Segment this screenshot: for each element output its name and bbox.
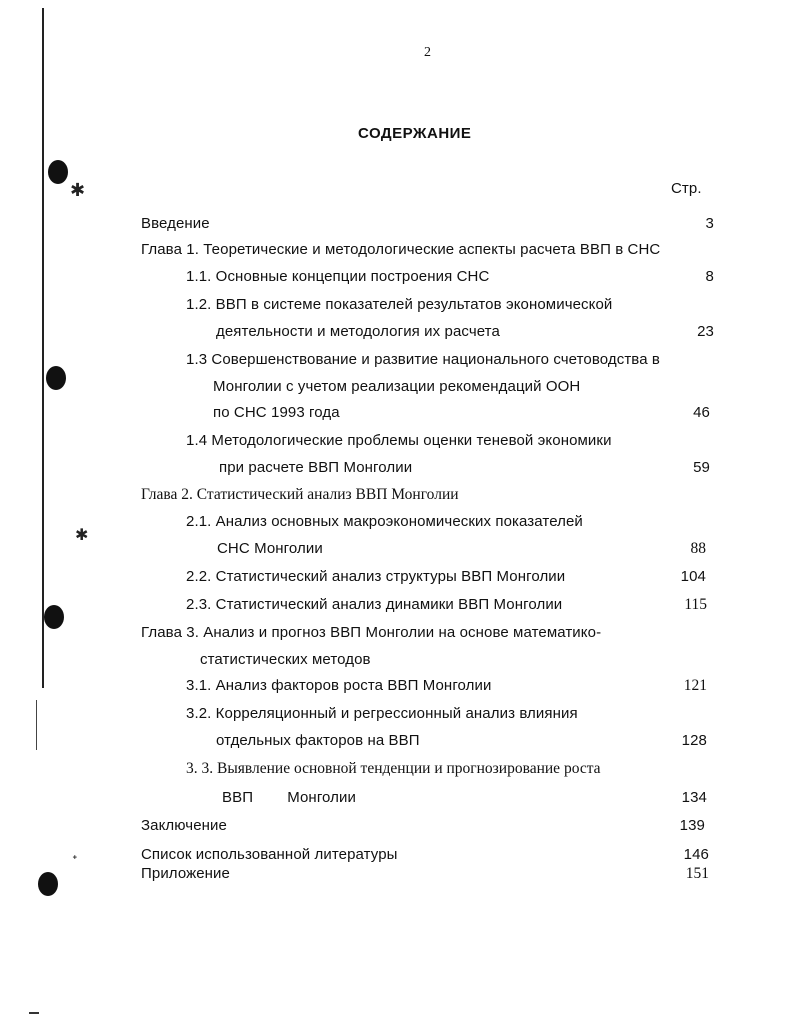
toc-item-text: статистических методов: [200, 651, 371, 668]
toc-item-text: 1.1. Основные концепции построения СНС: [186, 268, 490, 285]
toc-item-text: 3.1. Анализ факторов роста ВВП Монголии: [186, 677, 492, 694]
toc-item-page: 121: [683, 677, 707, 694]
toc-item-page: 134: [681, 789, 707, 806]
toc-item-page: 59: [693, 459, 710, 476]
toc-item-text: Введение: [141, 215, 210, 232]
toc-item-page: 23: [697, 323, 714, 340]
toc-item-text: 1.2. ВВП в системе показателей результатов экономической: [186, 296, 613, 313]
toc-item-page: 3: [705, 215, 714, 232]
toc-item-text: СНС Монголии: [217, 540, 323, 557]
toc-item-page: 146: [683, 846, 709, 863]
scan-blot-icon: ᐩ: [72, 853, 78, 869]
toc-item-page: 151: [685, 865, 709, 882]
scan-blot-icon: ✱: [75, 525, 89, 544]
punch-hole-icon: [46, 366, 66, 390]
scan-blot-icon: ✱: [70, 180, 86, 201]
punch-hole-icon: [38, 872, 58, 896]
scan-margin-line: [36, 700, 37, 750]
toc-item-text: по СНС 1993 года: [213, 404, 340, 421]
toc-chapter-heading: Глава 2. Статистический анализ ВВП Монголии: [141, 486, 459, 503]
scan-margin-line: [42, 8, 44, 688]
toc-item-text: Список использованной литературы: [141, 846, 398, 863]
toc-item-text: 3. 3. Выявление основной тенденции и прогнозирование роста: [186, 760, 601, 777]
toc-item-page: 46: [693, 404, 710, 421]
toc-item-text: Монголии с учетом реализации рекомендаций ООН: [213, 378, 581, 395]
page-number: 2: [424, 45, 431, 60]
toc-item-text: ВВП Монголии: [222, 789, 356, 806]
toc-item-text: отдельных факторов на ВВП: [216, 732, 420, 749]
toc-item-page: 139: [679, 817, 705, 834]
page-title: СОДЕРЖАНИЕ: [358, 125, 472, 142]
toc-item-page: 115: [684, 596, 707, 613]
scan-mark: [29, 1012, 39, 1014]
page-column-header: Стр.: [671, 180, 702, 197]
toc-chapter-heading: Глава 3. Анализ и прогноз ВВП Монголии на основе математико-: [141, 624, 602, 641]
toc-item-text: деятельности и методология их расчета: [216, 323, 500, 340]
toc-item-text: 1.3 Совершенствование и развитие национального счетоводства в: [186, 351, 660, 368]
toc-item-text: 2.1. Анализ основных макроэкономических показателей: [186, 513, 583, 530]
toc-item-text: Приложение: [141, 865, 230, 882]
punch-hole-icon: [48, 160, 68, 184]
toc-item-text: при расчете ВВП Монголии: [219, 459, 413, 476]
toc-item-page: 8: [705, 268, 714, 285]
punch-hole-icon: [44, 605, 64, 629]
toc-item-text: Заключение: [141, 817, 227, 834]
toc-item-page: 128: [681, 732, 707, 749]
toc-item-text: 1.4 Методологические проблемы оценки теневой экономики: [186, 432, 612, 449]
toc-item-text: 3.2. Корреляционный и регрессионный анализ влияния: [186, 705, 578, 722]
toc-item-text: 2.2. Статистический анализ структуры ВВП Монголии: [186, 568, 566, 585]
toc-chapter-heading: Глава 1. Теоретические и методологические аспекты расчета ВВП в СНС: [141, 241, 661, 258]
toc-item-page: 88: [690, 540, 706, 557]
toc-item-page: 104: [680, 568, 706, 585]
toc-item-text: 2.3. Статистический анализ динамики ВВП Монголии: [186, 596, 563, 613]
